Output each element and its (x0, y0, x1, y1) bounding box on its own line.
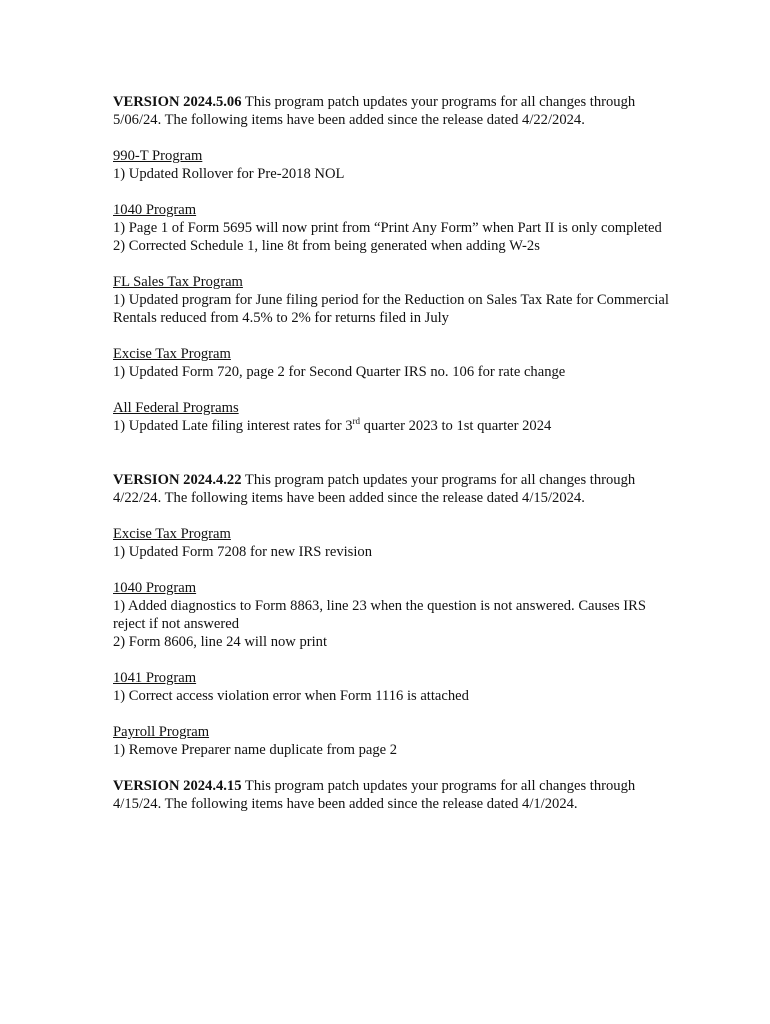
version-paragraph (113, 93, 673, 129)
version-intro: This program patch updates your programs for all changes through 5/06/24. The following items have been added since the release dated 4/22/2024. (113, 94, 636, 128)
program-heading: 990-T Program (113, 148, 203, 164)
list-item: 1) Updated Form 7208 for new IRS revision (113, 544, 373, 560)
list-item: 2) Corrected Schedule 1, line 8t from being generated when adding W-2s (113, 238, 540, 254)
program-heading: Excise Tax Program (113, 526, 231, 542)
version-label: VERSION 2024.4.15 (113, 778, 242, 794)
program-heading: FL Sales Tax Program (113, 274, 243, 290)
list-item-text: 1) Updated Late filing interest rates for 3 (113, 418, 353, 434)
program-heading: Excise Tax Program (113, 346, 231, 362)
document-page (113, 93, 673, 813)
program-heading: All Federal Programs (113, 400, 239, 416)
program-heading: 1040 Program (113, 580, 197, 596)
list-item: 1) Updated program for June filing period for the Reduction on Sales Tax Rate for Commercial Rentals reduced from 4.5% to 2% for returns filed in July (113, 292, 669, 326)
program-heading: Payroll Program (113, 724, 210, 740)
version-label: VERSION 2024.5.06 (113, 94, 242, 110)
list-item: 2) Form 8606, line 24 will now print (113, 634, 328, 650)
version-intro: This program patch updates your programs for all changes through 4/15/24. The following items have been added since the release dated 4/1/2024. (113, 778, 636, 812)
list-item: 1) Page 1 of Form 5695 will now print from “Print Any Form” when Part II is only completed (113, 220, 662, 236)
list-item: 1) Correct access violation error when Form 1116 is attached (113, 688, 469, 704)
list-item: 1) Remove Preparer name duplicate from page 2 (113, 742, 398, 758)
version-intro: This program patch updates your programs for all changes through 4/22/24. The following items have been added since the release dated 4/15/2024. (113, 472, 636, 506)
version-label: VERSION 2024.4.22 (113, 472, 242, 488)
version-paragraph (113, 777, 673, 813)
list-item: 1) Updated Form 720, page 2 for Second Quarter IRS no. 106 for rate change (113, 364, 566, 380)
program-heading: 1041 Program (113, 670, 197, 686)
ordinal-superscript: rd (352, 416, 360, 427)
version-paragraph (113, 471, 673, 507)
program-heading: 1040 Program (113, 202, 197, 218)
list-item-text: quarter 2023 to 1st quarter 2024 (360, 418, 552, 434)
list-item: 1) Added diagnostics to Form 8863, line 23 when the question is not answered. Causes IRS reject if not answered (113, 598, 647, 632)
list-item (113, 417, 673, 435)
list-item: 1) Updated Rollover for Pre-2018 NOL (113, 166, 345, 182)
